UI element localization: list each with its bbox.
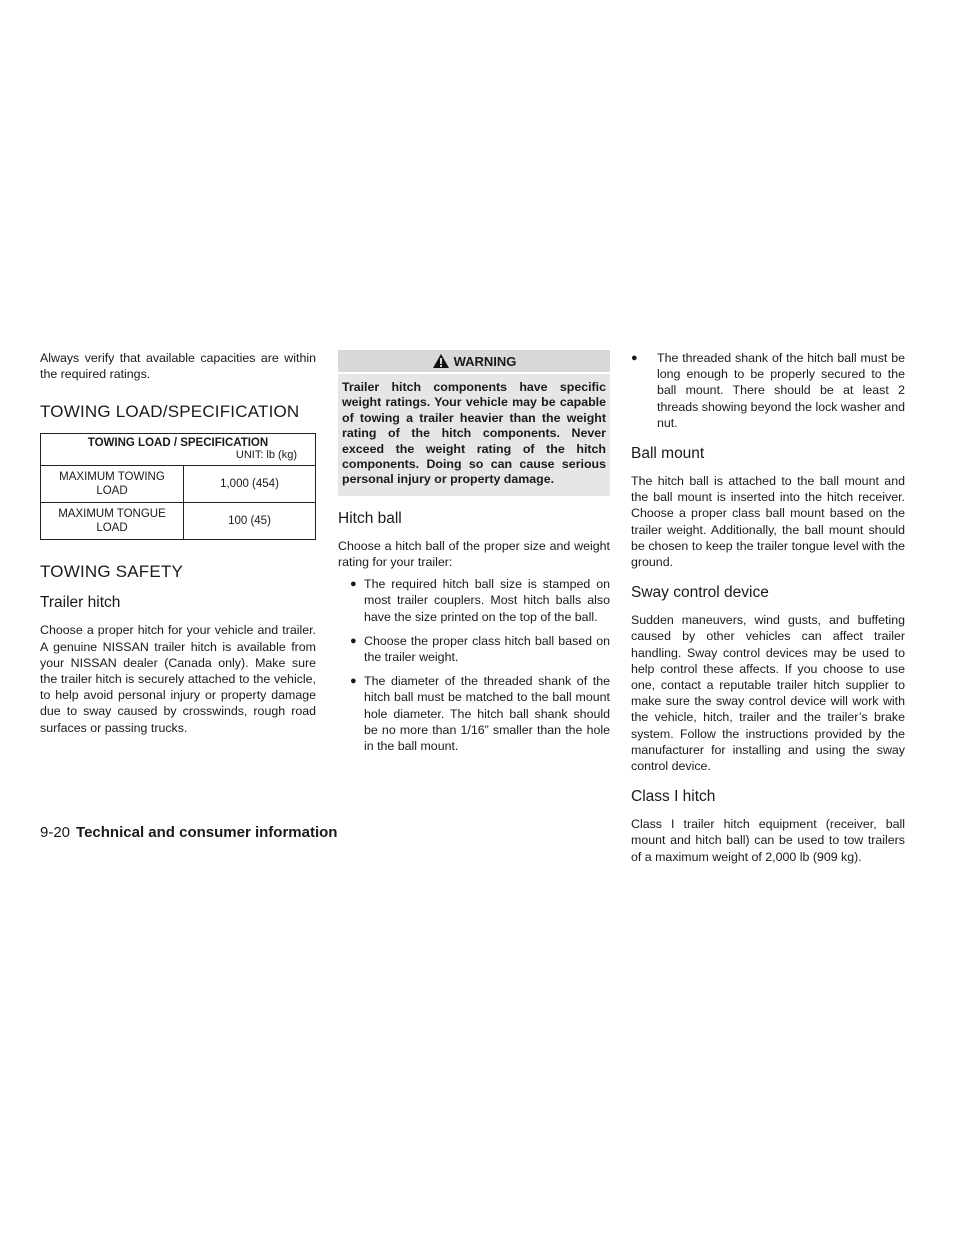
list-item-text: The required hitch ball size is stamped on most trailer couplers. Most hitch balls also have the size printed on the top of the ball. [364,577,610,624]
list-item-text: Choose the proper class hitch ball based on the trailer weight. [364,633,610,665]
class-i-hitch-paragraph: Class I trailer hitch equipment (receiver, ball mount and hitch ball) can be used to tow trailers of a maximum weight of 2,000 lb (909 kg). [631,817,905,864]
bullet-icon: ● [350,675,357,688]
table-row [41,503,316,540]
bullet-icon: ● [350,634,357,647]
towing-safety-heading: TOWING SAFETY [40,562,184,582]
intro-paragraph: Always verify that available capacities are within the required ratings. [40,351,316,382]
table-unit: UNIT: lb (kg) [41,449,316,466]
sway-control-paragraph: Sudden maneuvers, wind gusts, and buffeting caused by other vehicles can affect trailer handling. Sway control devices may be used to help control these affects. If you choose to use one, contact a reputable trailer hitch supplier to make sure the sway control device will work with the vehicle, hitch, trailer and the trailer’s brake system. Follow the instructions provided by the manufacturer for installing and using the sway control device. [631,613,905,774]
ball-mount-paragraph: The hitch ball is attached to the ball mount and the ball mount is inserted into the hitch receiver. Choose a proper class ball mount based on the trailer weight. Additionally, the ball mount should be chosen to keep the trailer tongue level with the ground. [631,474,905,570]
shank-list [631,350,905,431]
warning-triangle-icon [432,353,450,369]
page-footer [40,824,337,841]
trailer-hitch-paragraph: Choose a proper hitch for your vehicle and trailer. A genuine NISSAN trailer hitch is available from your NISSAN dealer (Canada only). Make sure the trailer hitch is securely attached to the vehicle, to help avoid personal injury or property damage due to sway caused by crosswinds, rough road surfaces or passing trucks. [40,623,316,735]
table-header: TOWING LOAD / SPECIFICATION [41,434,316,450]
page-number: 9-20 [40,824,71,841]
list-item [631,350,905,431]
row-value: 100 (45) [184,503,316,540]
section-title: Technical and consumer information [76,824,338,841]
sway-control-heading: Sway control device [631,584,769,602]
list-item [338,673,610,754]
hitch-ball-heading: Hitch ball [338,509,402,527]
towing-load-heading: TOWING LOAD/SPECIFICATION [40,402,300,422]
table-row [41,466,316,503]
list-item [338,576,610,625]
column-left [40,350,316,736]
row-label: MAXIMUM TOWING LOAD [41,466,184,503]
hitch-ball-list [338,576,610,754]
bullet-icon: ● [350,578,357,591]
warning-text: Trailer hitch components have specific weight ratings. Your vehicle may be capable of towing a trailer heavier than the weight rating of the hitch components. Never exceed the weight rating of the hitch components. Doing so can cause serious personal injury or property damage. [338,374,610,496]
warning-header [338,350,610,372]
trailer-hitch-heading: Trailer hitch [40,594,121,612]
towing-spec-table [40,433,316,540]
column-middle [338,350,610,754]
list-item-text: The diameter of the threaded shank of the hitch ball must be matched to the ball mount hole diameter. The hitch ball shank should be no more than 1/16” smaller than the hole in the ball mount. [364,674,610,754]
class-i-hitch-heading: Class I hitch [631,788,716,806]
column-right [631,350,905,865]
row-label: MAXIMUM TONGUE LOAD [41,503,184,540]
bullet-icon: ● [631,352,638,364]
ball-mount-heading: Ball mount [631,445,705,463]
warning-box [338,350,610,496]
list-item-text: The threaded shank of the hitch ball must be long enough to be properly secured to the ball mount. There should be at least 2 threads showing beyond the lock washer and nut. [657,351,905,430]
hitch-ball-intro: Choose a hitch ball of the proper size and weight rating for your trailer: [338,538,610,570]
warning-title: WARNING [453,353,517,369]
row-value: 1,000 (454) [184,466,316,503]
list-item [338,633,610,665]
